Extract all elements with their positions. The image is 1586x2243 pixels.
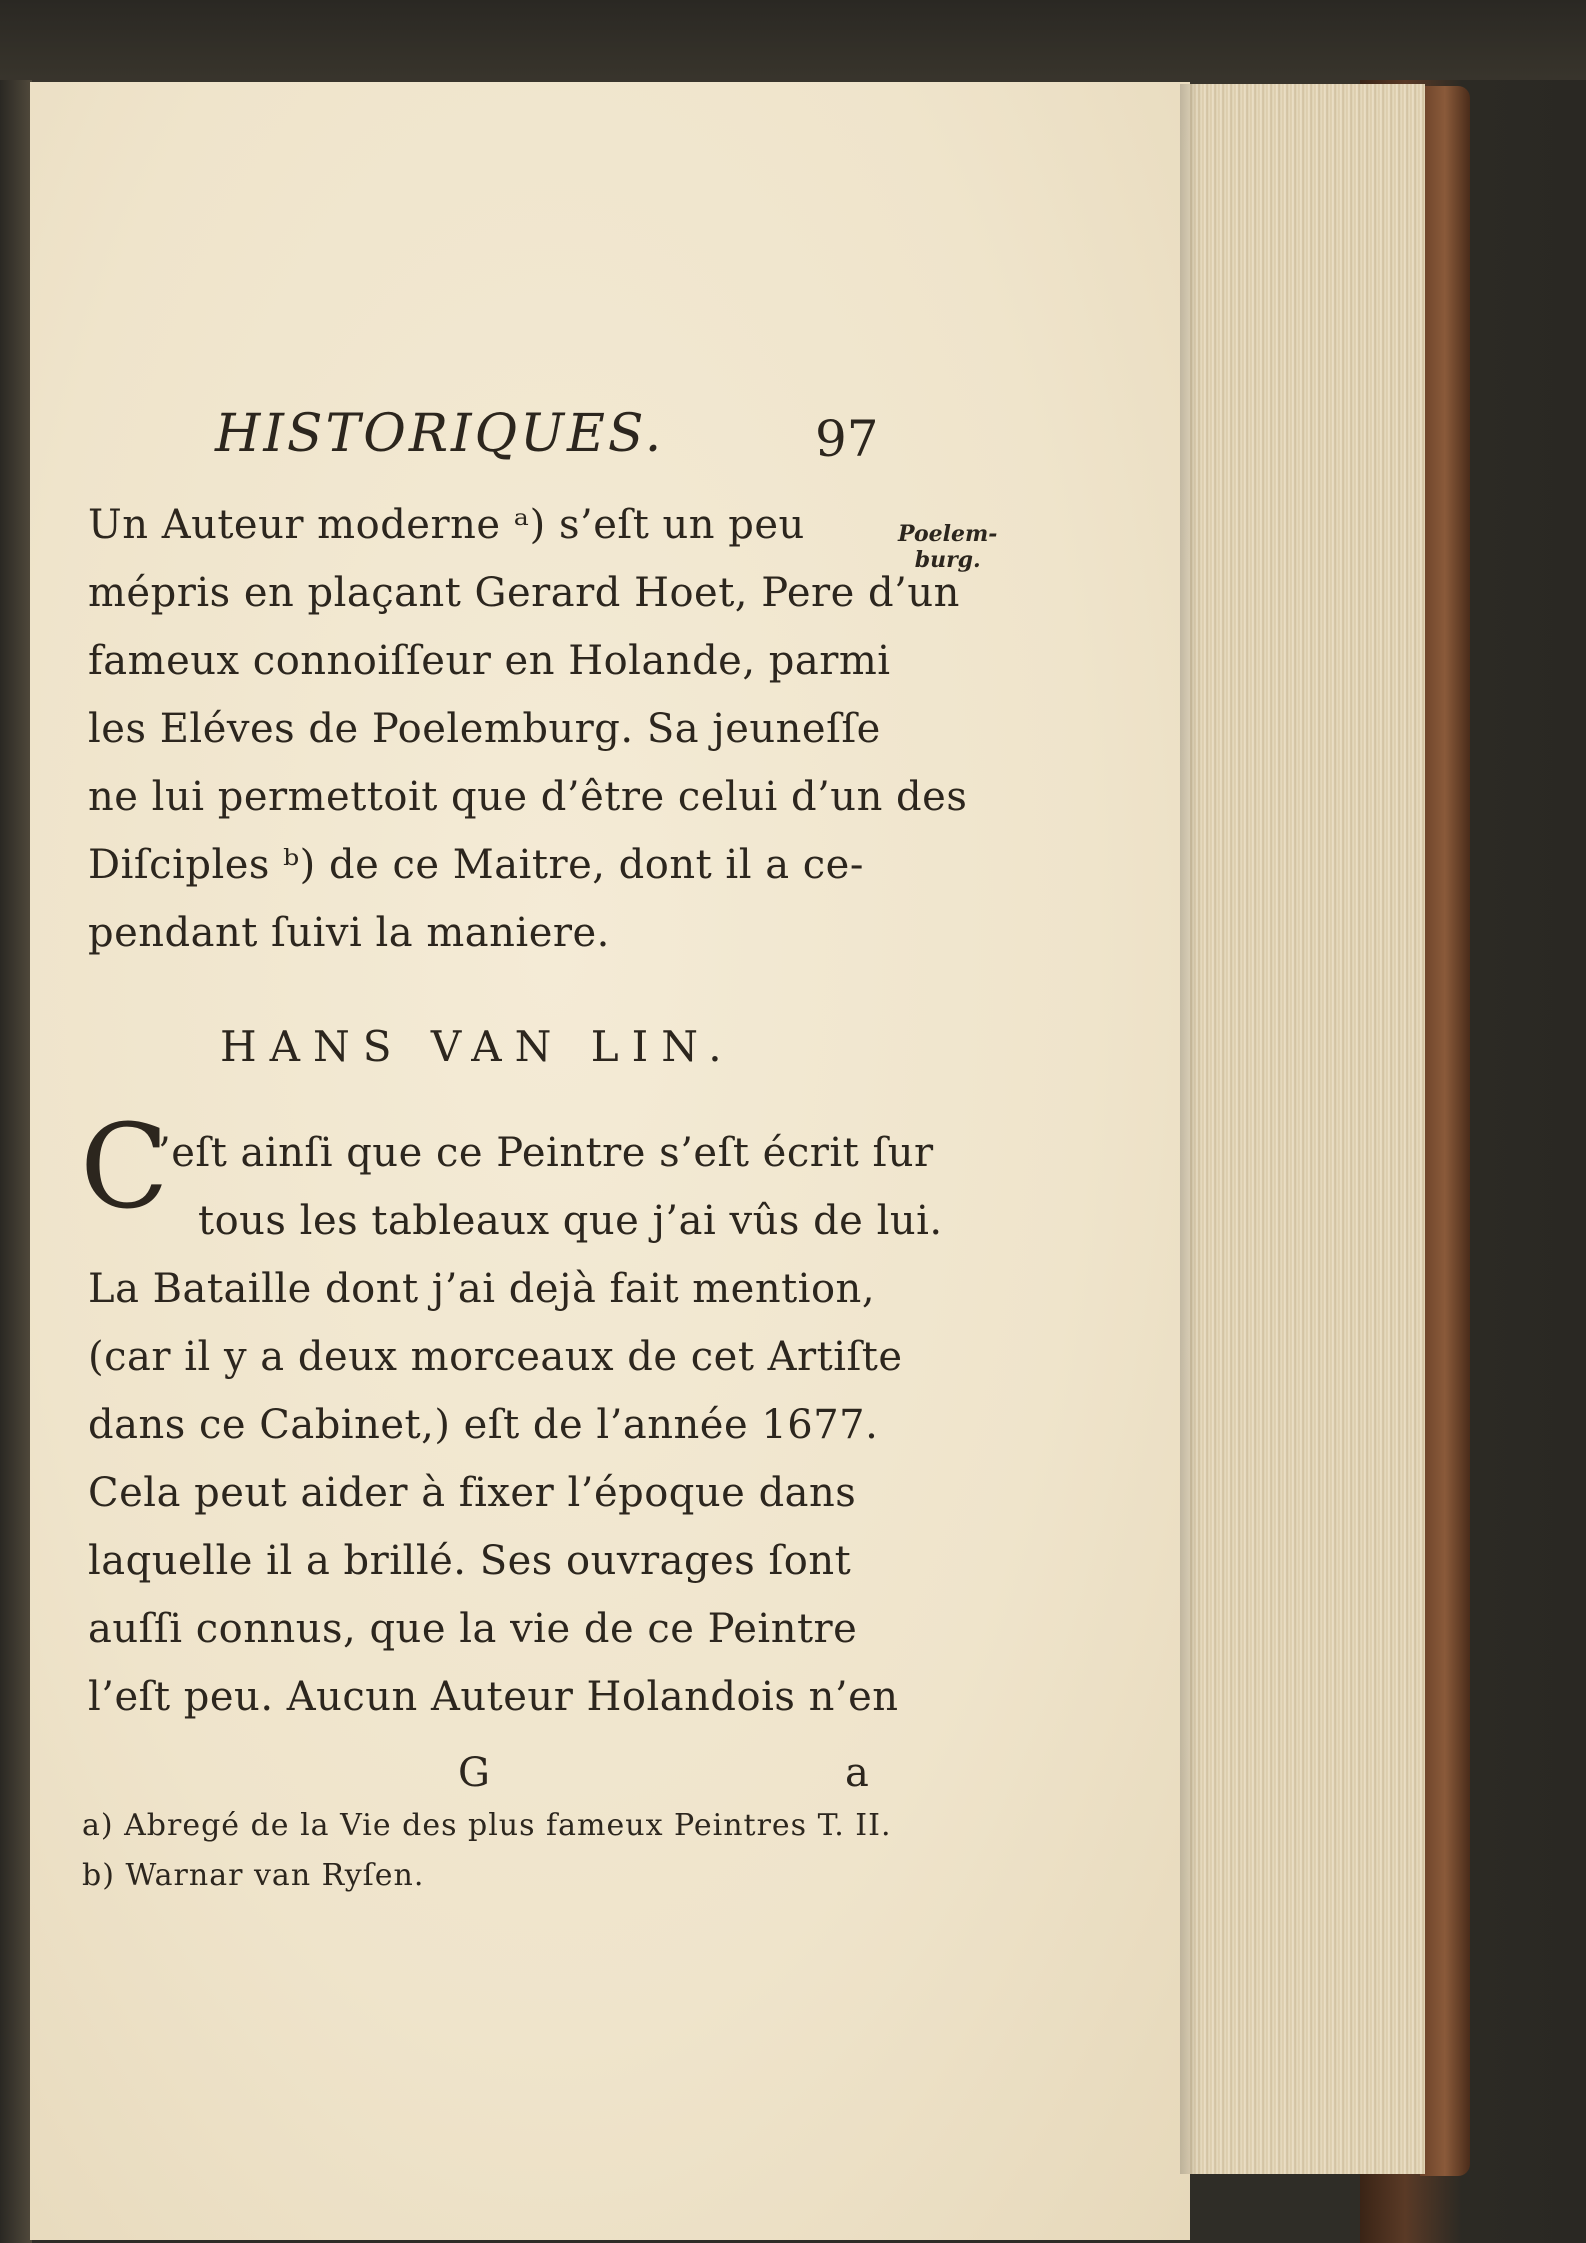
page-stack-edges (1185, 84, 1425, 2174)
book-cover-top (0, 0, 1586, 90)
book-binding-left (0, 80, 32, 2243)
text-line: Diſciples ᵇ) de ce Maitre, dont il a ce- (88, 842, 864, 888)
text-line: laquelle il a brillé. Ses ouvrages ſont (88, 1538, 852, 1584)
margin-note-line: burg. (914, 547, 981, 573)
section-heading: HANS VAN LIN. (220, 1022, 735, 1071)
text-line: (car il y a deux morceaux de cet Artiſte (88, 1334, 903, 1380)
page-number: 97 (815, 410, 879, 468)
running-head: HISTORIQUES. (215, 404, 665, 464)
text-line: tous les tableaux que j’ai vûs de lui. (198, 1198, 943, 1244)
book-page (30, 82, 1190, 2240)
text-line: Un Auteur moderne ᵃ) s’eſt un peu (88, 502, 805, 548)
leather-spine-edge (1420, 86, 1470, 2176)
text-line: ’eſt ainſi que ce Peintre s’eſt écrit ſur (158, 1130, 934, 1176)
text-line: dans ce Cabinet,) eſt de l’année 1677. (88, 1402, 879, 1448)
text-line: La Bataille dont j’ai dejà fait mention, (88, 1266, 876, 1312)
footnote: a) Abregé de la Vie des plus fameux Peintres T. II. (82, 1808, 892, 1843)
signature-mark: G (458, 1750, 490, 1796)
margin-note-line: Poelem- (898, 521, 998, 547)
text-line: mépris en plaçant Gerard Hoet, Pere d’un (88, 570, 960, 616)
text-line: ne lui permettoit que d’être celui d’un des (88, 774, 968, 820)
text-line: les Eléves de Poelemburg. Sa jeuneſſe (88, 706, 881, 752)
text-line: fameux connoiſſeur en Holande, parmi (88, 638, 891, 684)
text-line: auſſi connus, que la vie de ce Peintre (88, 1606, 858, 1652)
text-line: l’eſt peu. Aucun Auteur Holandois n’en (88, 1674, 899, 1720)
catchword: a (845, 1750, 869, 1796)
page-gutter-shadow (1180, 84, 1200, 2174)
text-line: pendant ſuivi la maniere. (88, 910, 610, 956)
text-line: Cela peut aider à fixer l’époque dans (88, 1470, 857, 1516)
drop-cap: C (80, 1100, 169, 1235)
footnote: b) Warnar van Ryſen. (82, 1858, 425, 1893)
